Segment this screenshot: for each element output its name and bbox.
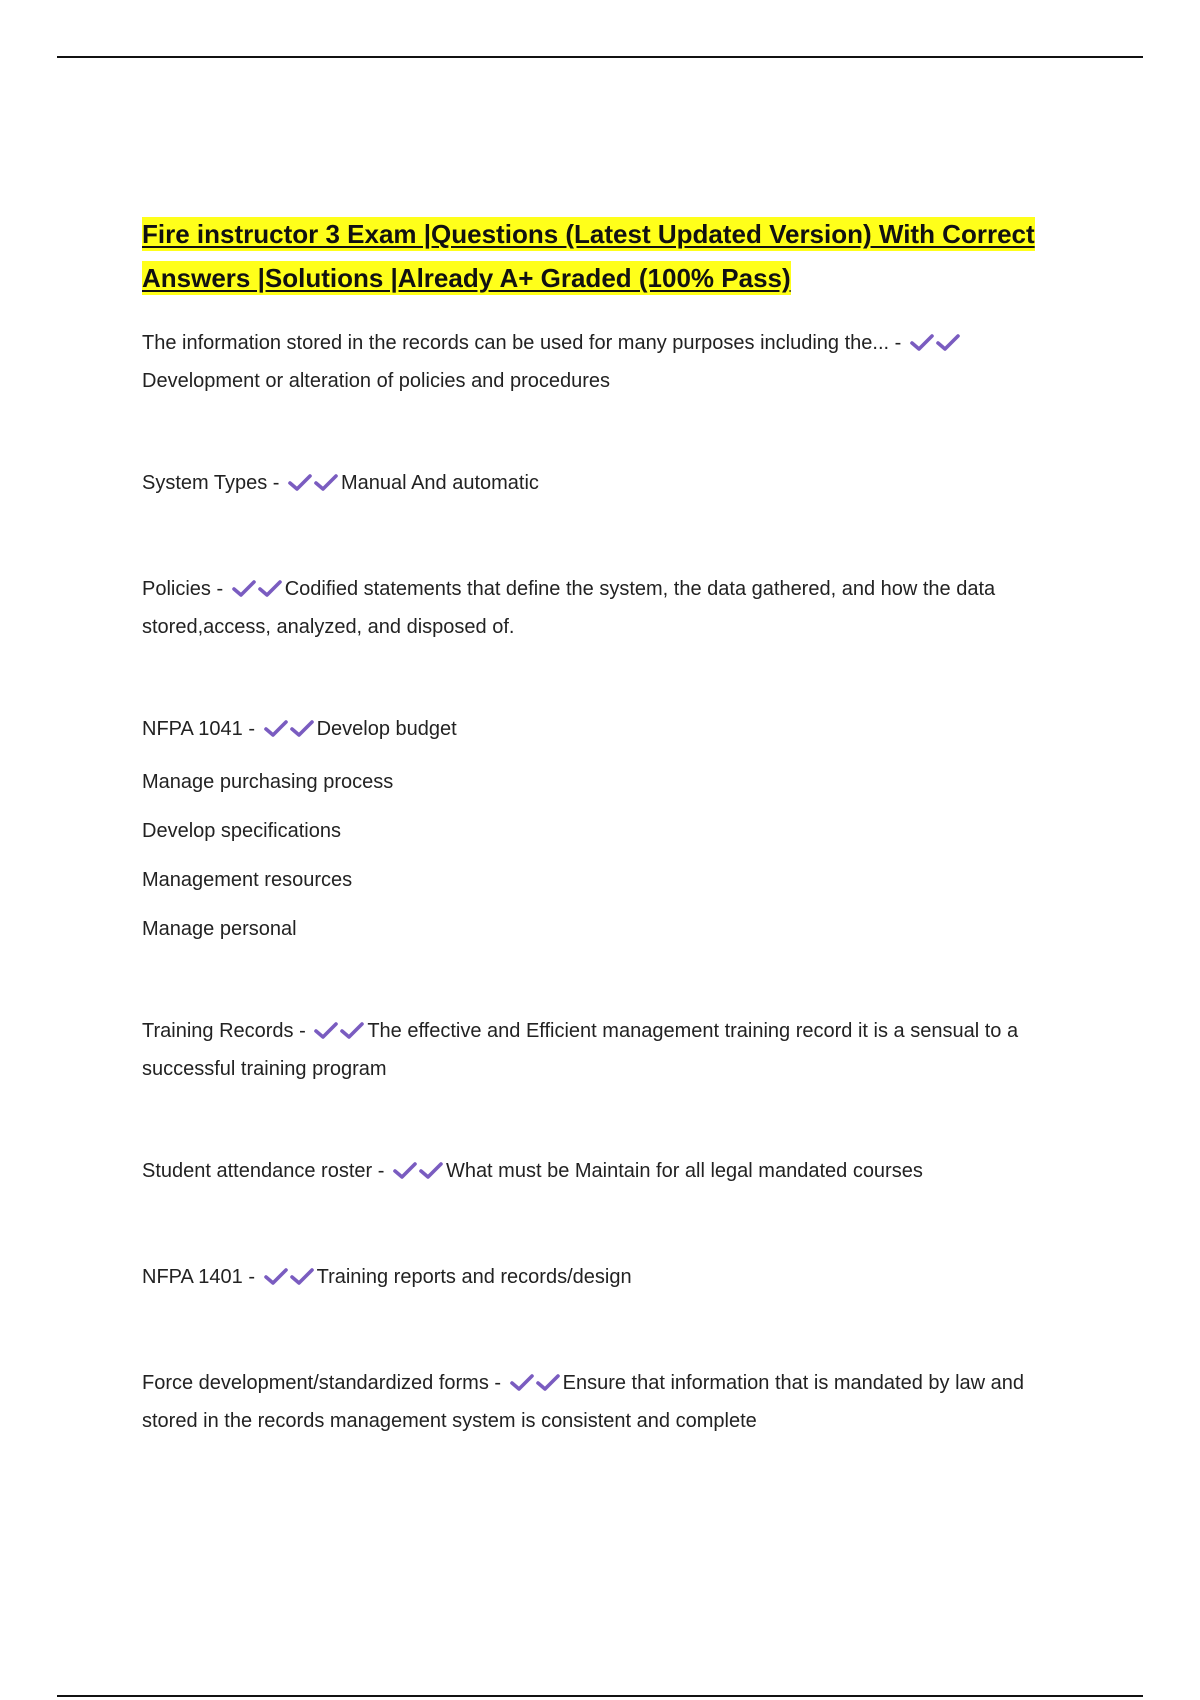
qa-entry	[142, 1154, 1062, 1192]
double-check-icon	[313, 1018, 365, 1052]
answer-text: Develop budget	[316, 718, 457, 740]
qa-entry	[142, 326, 1062, 398]
answer-text: Codified statements that define the system, the data gathered, and how the data stored,access, analyzed, and disposed of.	[142, 578, 996, 638]
answer-text: What must be Maintain for all legal mandated courses	[445, 1160, 923, 1182]
question-term: The information stored in the records can be used for many purposes including the... -	[142, 332, 902, 354]
qa-entry	[142, 1366, 1062, 1438]
double-check-icon	[231, 576, 283, 610]
answer-text: Ensure that information that is mandated by law and stored in the records management system is consistent and complete	[142, 1372, 1025, 1432]
double-check-icon	[263, 716, 315, 750]
qa-entry	[142, 1014, 1062, 1086]
header-rule	[57, 56, 1143, 58]
answer-continuation-line: Manage purchasing process	[142, 771, 394, 793]
question-term: Force development/standardized forms -	[142, 1372, 502, 1394]
question-term: NFPA 1041 -	[142, 718, 256, 740]
double-check-icon	[287, 470, 339, 504]
qa-entry	[142, 1260, 1062, 1298]
question-term: Policies -	[142, 578, 224, 600]
question-term: Student attendance roster -	[142, 1160, 385, 1182]
answer-continuation-line: Develop specifications	[142, 820, 341, 842]
question-term: System Types -	[142, 472, 280, 494]
answer-text: Training reports and records/design	[316, 1266, 632, 1288]
qa-entry	[142, 572, 1062, 644]
double-check-icon	[509, 1370, 561, 1404]
question-term: Training Records -	[142, 1020, 306, 1042]
double-check-icon	[392, 1158, 444, 1192]
answer-text: Development or alteration of policies and procedures	[142, 370, 611, 392]
footer-rule	[57, 1695, 1143, 1697]
document-title	[142, 212, 1062, 300]
document-body	[142, 212, 1062, 1438]
document-title-text: Fire instructor 3 Exam |Questions (Latest Updated Version) With Correct Answers |Solutions |Already A+ Graded (100% Pass)	[142, 219, 1035, 293]
double-check-icon	[909, 330, 961, 364]
double-check-icon	[263, 1264, 315, 1298]
qa-entry	[142, 466, 1062, 504]
qa-entry	[142, 712, 1062, 750]
answer-continuation-line: Manage personal	[142, 918, 297, 940]
answer-text: The effective and Efficient management training record it is a sensual to a successful training program	[142, 1020, 1019, 1080]
answer-text: Manual And automatic	[341, 472, 539, 494]
question-term: NFPA 1401 -	[142, 1266, 256, 1288]
answer-continuation-line: Management resources	[142, 869, 353, 891]
